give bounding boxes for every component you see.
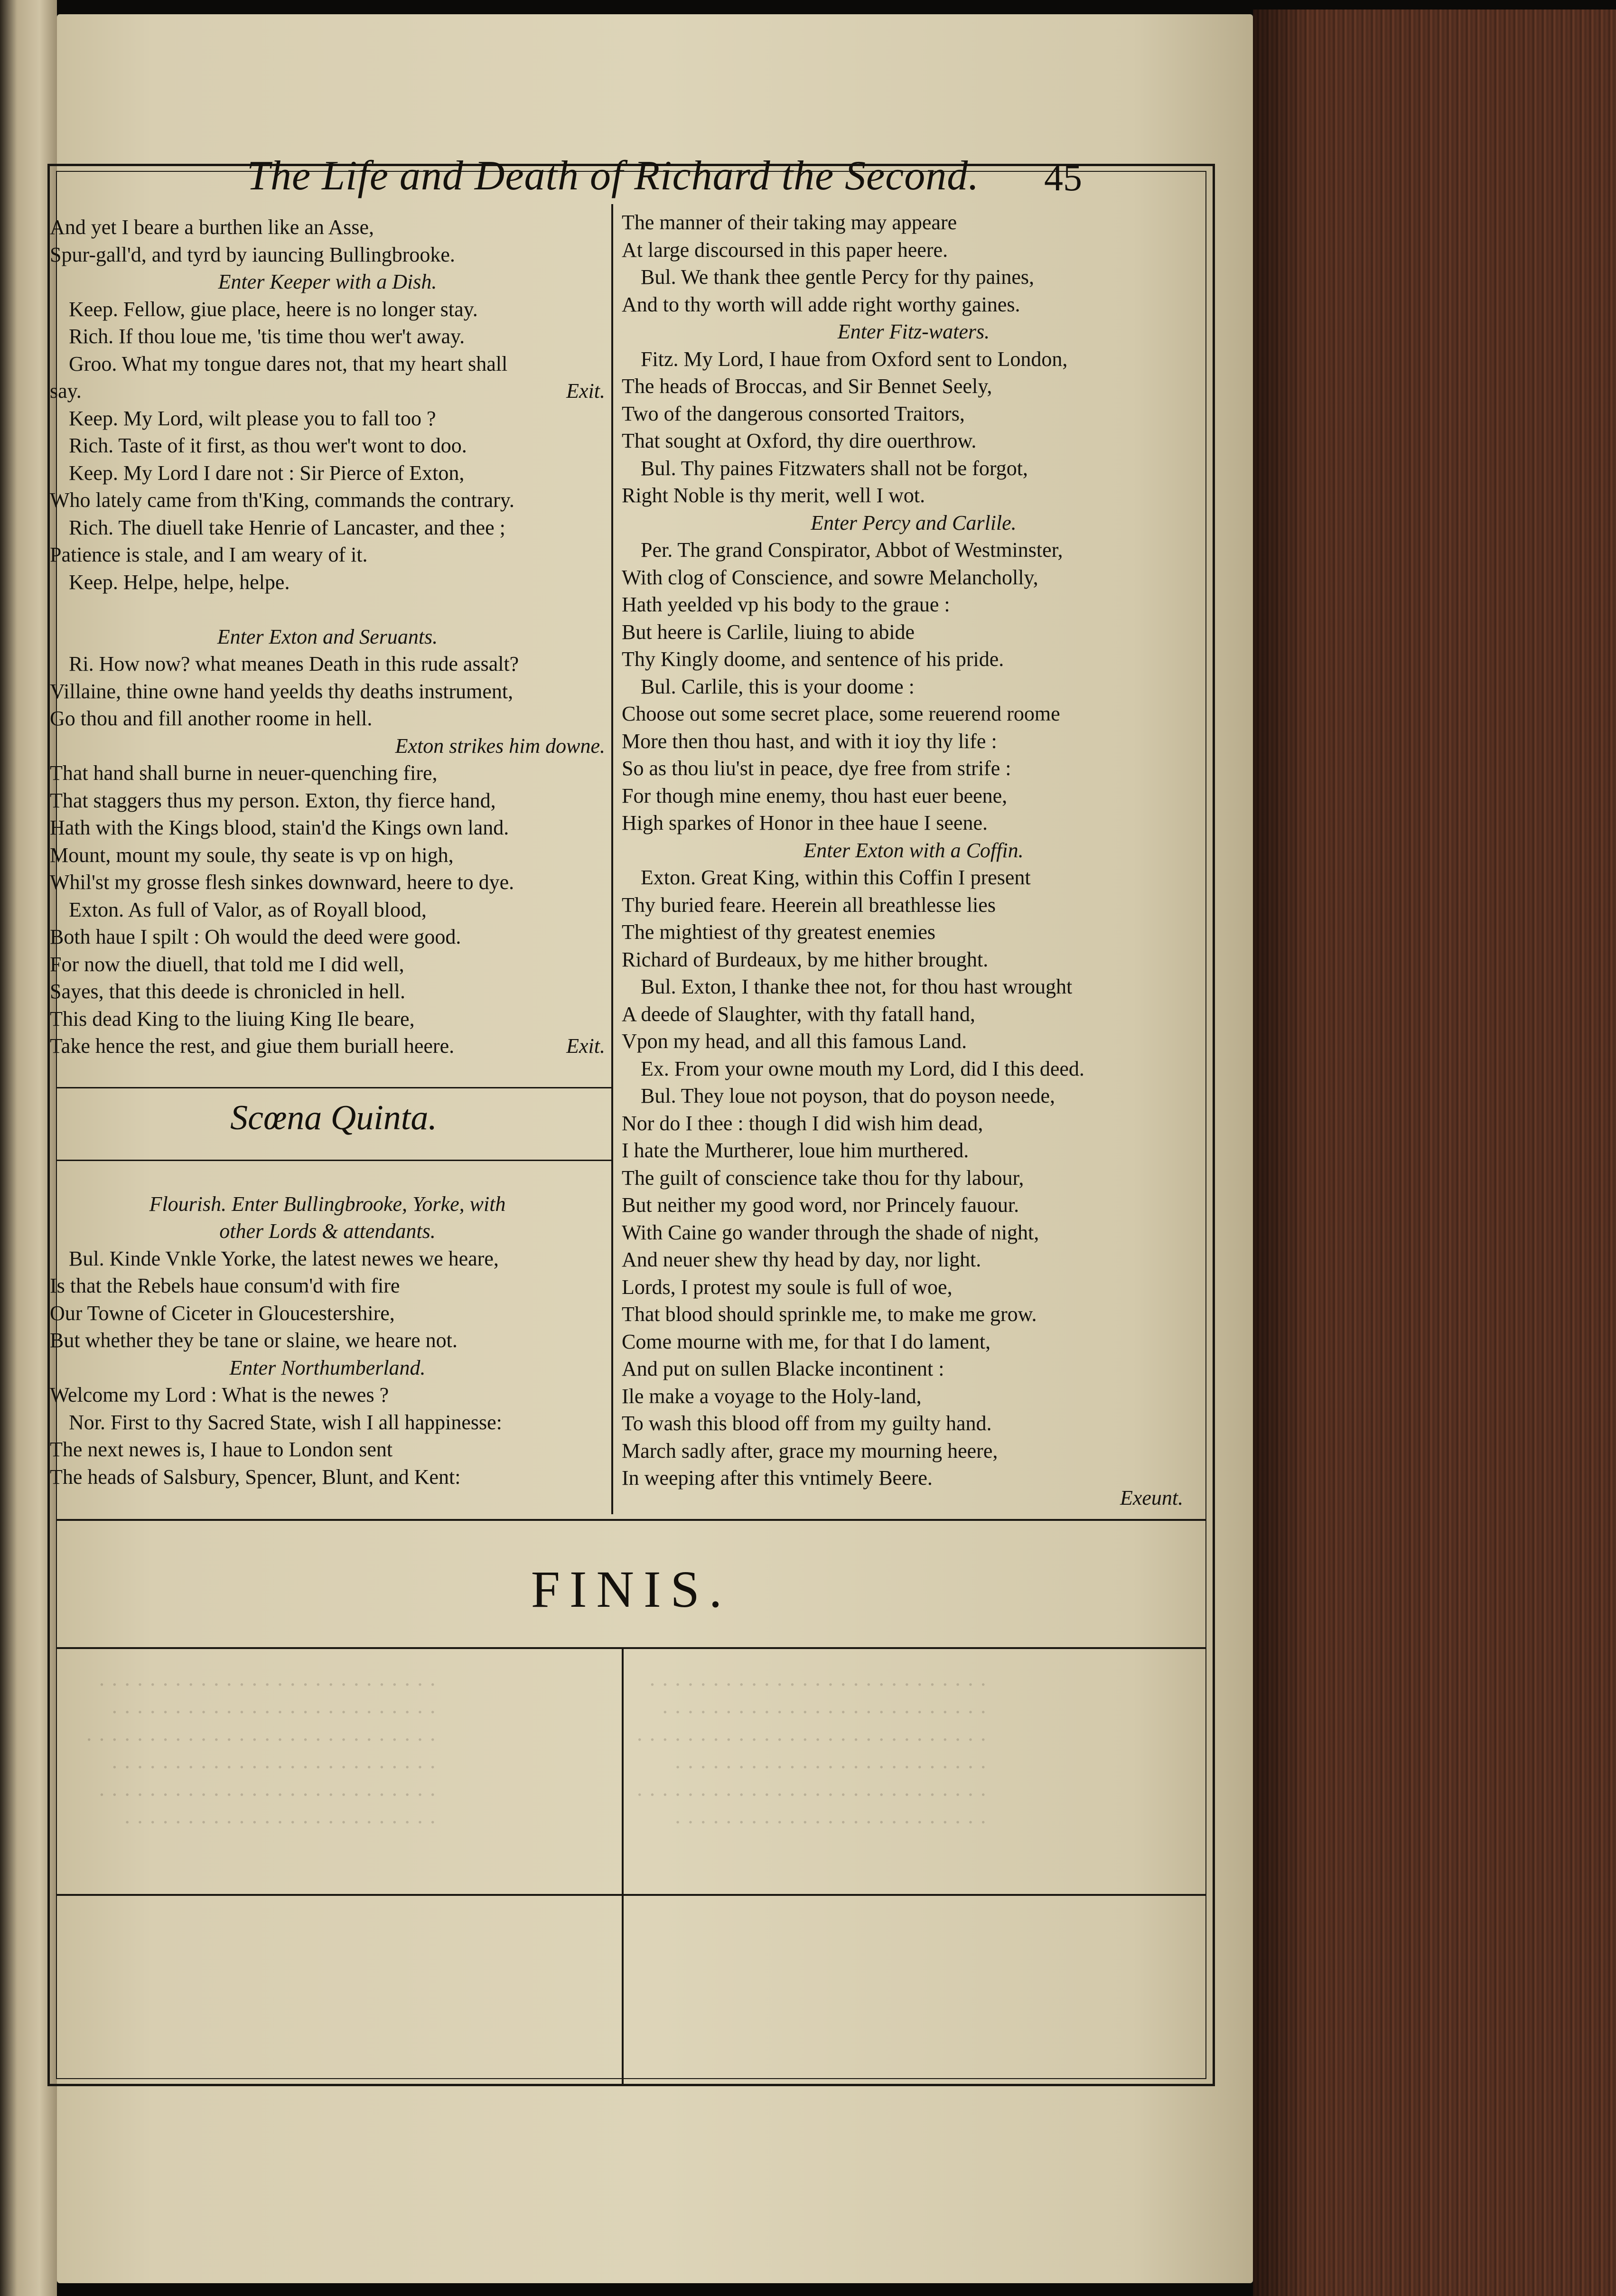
verse-text: Per. The grand Conspirator, Abbot of Westminster, bbox=[641, 538, 1063, 562]
right-column-line bbox=[622, 1219, 1205, 1246]
verse-text: I hate the Murtherer, loue him murthered. bbox=[622, 1139, 969, 1162]
left-column-line bbox=[50, 623, 605, 651]
running-title: The Life and Death of Richard the Second. bbox=[247, 153, 980, 199]
verse-text: But heere is Carlile, liuing to abide bbox=[622, 620, 915, 644]
right-column-line bbox=[622, 946, 1205, 974]
verse-text: And neuer shew thy head by day, nor light. bbox=[622, 1248, 981, 1271]
verse-text: The guilt of conscience take thou for thy labour, bbox=[622, 1166, 1024, 1190]
right-column-line bbox=[622, 318, 1205, 346]
left-column-b-line bbox=[50, 1218, 605, 1245]
left-column-line bbox=[50, 487, 605, 514]
right-column-line bbox=[622, 346, 1205, 373]
show-through-text-left: · · · · · · · · · · · · · · · · · · · · · · · · · · · · · · · · · · · · · · · · · · · · · · · · · · · · · · · · · · · · · · · · · · · · · · · · · · · · · · · · · · · · · · · · · · · · · · · · · · · · · · · · · · · · · · · · · · · · · · · · · · · · · · · · · · · · · · · · · · · · · · · · · · · · · · · · · · · · · · · bbox=[85, 1672, 437, 1834]
verse-text: Keep. Fellow, giue place, heere is no longer stay. bbox=[69, 297, 478, 321]
verse-text: Bul. Thy paines Fitzwaters shall not be forgot, bbox=[641, 456, 1028, 480]
verse-text: And yet I beare a burthen like an Asse, bbox=[50, 216, 374, 239]
verse-text: Welcome my Lord : What is the newes ? bbox=[50, 1383, 389, 1406]
right-column-line bbox=[622, 509, 1205, 537]
left-column-b-line bbox=[50, 1272, 605, 1300]
verse-text: The next newes is, I haue to London sent bbox=[50, 1438, 393, 1461]
verse-text: Rich. Taste of it first, as thou wer't wont to doo. bbox=[69, 434, 467, 457]
left-column-line bbox=[50, 923, 605, 951]
verse-text: High sparkes of Honor in thee haue I seene. bbox=[622, 811, 988, 834]
right-column-line bbox=[622, 1301, 1205, 1328]
column-divider bbox=[611, 204, 613, 1514]
verse-text: With clog of Conscience, and sowre Melancholly, bbox=[622, 565, 1038, 589]
verse-text: Lords, I protest my soule is full of woe, bbox=[622, 1275, 953, 1299]
right-column-line bbox=[622, 1274, 1205, 1301]
verse-text: Two of the dangerous consorted Traitors, bbox=[622, 402, 965, 425]
left-column-line bbox=[50, 296, 605, 323]
right-column-line bbox=[622, 1001, 1205, 1028]
left-column-line bbox=[50, 514, 605, 542]
verse-text: Keep. My Lord I dare not : Sir Pierce of Exton, bbox=[69, 461, 465, 485]
right-column-line bbox=[622, 918, 1205, 946]
verse-text: Enter Exton with a Coffin. bbox=[803, 838, 1024, 862]
left-column-line bbox=[50, 214, 605, 241]
verse-text: This dead King to the liuing King Ile beare, bbox=[50, 1007, 415, 1031]
right-column-line bbox=[622, 1355, 1205, 1383]
left-column-line bbox=[50, 896, 605, 924]
verse-text: So as thou liu'st in peace, dye free from strife : bbox=[622, 757, 1011, 780]
right-column-line bbox=[622, 1137, 1205, 1164]
left-column-line bbox=[50, 678, 605, 705]
right-column-line bbox=[622, 291, 1205, 319]
verse-text: The heads of Salsbury, Spencer, Blunt, and Kent: bbox=[50, 1465, 461, 1489]
verse-text: Thy buried feare. Heerein all breathlesse lies bbox=[622, 893, 996, 917]
scene-heading-box bbox=[56, 1087, 611, 1161]
left-column-b-line bbox=[50, 1436, 605, 1463]
verse-text: Keep. My Lord, wilt please you to fall too ? bbox=[69, 406, 436, 430]
verse-text: Our Towne of Ciceter in Gloucestershire, bbox=[50, 1301, 395, 1325]
verse-text: other Lords & attendants. bbox=[219, 1219, 436, 1243]
fore-edge-shadow bbox=[1253, 9, 1310, 2296]
right-column-line bbox=[622, 1110, 1205, 1137]
left-column bbox=[50, 214, 605, 1060]
left-column-line bbox=[50, 705, 605, 732]
right-column-line bbox=[622, 755, 1205, 782]
verse-text: Spur-gall'd, and tyrd by iauncing Bullingbrooke. bbox=[50, 243, 455, 266]
right-column-line bbox=[622, 236, 1205, 264]
verse-text: Vpon my head, and all this famous Land. bbox=[622, 1030, 967, 1053]
right-column-line bbox=[622, 1328, 1205, 1356]
left-column-line bbox=[50, 1005, 605, 1033]
verse-text: Come mourne with me, for that I do lament, bbox=[622, 1330, 991, 1353]
verse-text: For though mine enemy, thou hast euer beene, bbox=[622, 784, 1008, 807]
right-column-line bbox=[622, 673, 1205, 701]
verse-text: That hand shall burne in neuer-quenching fire, bbox=[50, 761, 438, 785]
right-column-line bbox=[622, 1410, 1205, 1437]
verse-text: say. bbox=[50, 379, 82, 403]
left-column-b-line bbox=[50, 1163, 605, 1190]
left-column-line bbox=[50, 350, 605, 378]
verse-text: More then thou hast, and with it ioy thy life : bbox=[622, 729, 997, 753]
finis-rule-bottom bbox=[56, 1647, 1206, 1649]
show-through-text-right: · · · · · · · · · · · · · · · · · · · · · · · · · · · · · · · · · · · · · · · · · · · · · · · · · · · · · · · · · · · · · · · · · · · · · · · · · · · · · · · · · · · · · · · · · · · · · · · · · · · · · · · · · · · · · · · · · · · · · · · · · · · · · · · · · · · · · · · · · · · · · · · · · · · · · · · · · · · · · · · bbox=[636, 1672, 987, 1834]
left-column-b-line bbox=[50, 1381, 605, 1409]
verse-text: And to thy worth will adde right worthy gaines. bbox=[622, 292, 1020, 316]
verse-text: Go thou and fill another roome in hell. bbox=[50, 707, 373, 730]
verse-text: That blood should sprinkle me, to make me grow. bbox=[622, 1303, 1037, 1326]
verse-text: The mightiest of thy greatest enemies bbox=[622, 920, 936, 944]
verse-text: Sayes, that this deede is chronicled in hell. bbox=[50, 980, 406, 1003]
left-column-b-line bbox=[50, 1354, 605, 1382]
left-column-line bbox=[50, 732, 605, 760]
right-column-line bbox=[622, 646, 1205, 673]
verse-text: Fitz. My Lord, I haue from Oxford sent to London, bbox=[641, 347, 1068, 371]
right-column-line bbox=[622, 427, 1205, 455]
left-column-line bbox=[50, 377, 605, 405]
finis-rule-top bbox=[56, 1519, 1206, 1521]
left-column-b-line bbox=[50, 1300, 605, 1327]
verse-text: That sought at Oxford, thy dire ouerthrow. bbox=[622, 429, 977, 452]
right-column bbox=[622, 209, 1205, 1492]
right-column-line bbox=[622, 782, 1205, 810]
right-column-line bbox=[622, 1191, 1205, 1219]
verse-text: Thy Kingly doome, and sentence of his pride. bbox=[622, 647, 1004, 671]
left-column-line bbox=[50, 759, 605, 787]
right-column-line bbox=[622, 536, 1205, 564]
right-column-line bbox=[622, 1246, 1205, 1274]
right-column-line bbox=[622, 591, 1205, 619]
left-column-line bbox=[50, 842, 605, 869]
verse-text: Enter Percy and Carlile. bbox=[811, 511, 1017, 534]
verse-text: Flourish. Enter Bullingbrooke, Yorke, with bbox=[149, 1192, 506, 1216]
exit-direction: Exton strikes him downe. bbox=[395, 734, 605, 758]
verse-text: Choose out some secret place, some reuerend roome bbox=[622, 702, 1060, 725]
left-column-line bbox=[50, 978, 605, 1005]
right-column-line bbox=[622, 1164, 1205, 1192]
verse-text: With Caine go wander through the shade of night, bbox=[622, 1220, 1039, 1244]
verse-text: Bul. Kinde Vnkle Yorke, the latest newes we heare, bbox=[69, 1246, 499, 1270]
left-column-b-line bbox=[50, 1409, 605, 1436]
left-column-line bbox=[50, 814, 605, 842]
right-column-line bbox=[622, 1383, 1205, 1410]
left-column-b-line bbox=[50, 1245, 605, 1273]
right-column-line bbox=[622, 209, 1205, 236]
left-column-line bbox=[50, 432, 605, 459]
verse-text: The heads of Broccas, and Sir Bennet Seely, bbox=[622, 375, 992, 398]
exit-direction: Exit. bbox=[566, 1034, 605, 1058]
right-column-line bbox=[622, 728, 1205, 755]
verse-text: Mount, mount my soule, thy seate is vp on high, bbox=[50, 843, 454, 867]
verse-text: March sadly after, grace my mourning heere, bbox=[622, 1439, 998, 1462]
left-column-b-line bbox=[50, 1190, 605, 1218]
verse-text: Exton. Great King, within this Coffin I present bbox=[641, 866, 1031, 889]
verse-text: Bul. We thank thee gentle Percy for thy paines, bbox=[641, 265, 1034, 289]
right-column-line bbox=[622, 891, 1205, 919]
right-column-line bbox=[622, 373, 1205, 400]
right-column-line bbox=[622, 455, 1205, 482]
left-column-line bbox=[50, 869, 605, 896]
verse-text: Both haue I spilt : Oh would the deed were good. bbox=[50, 925, 461, 948]
verse-text: Right Noble is thy merit, well I wot. bbox=[622, 484, 925, 507]
right-column-line bbox=[622, 973, 1205, 1001]
verse-text: Keep. Helpe, helpe, helpe. bbox=[69, 570, 290, 594]
verse-text: Enter Keeper with a Dish. bbox=[218, 270, 437, 293]
verse-text: Rich. If thou loue me, 'tis time thou wer't away. bbox=[69, 325, 465, 348]
left-column-line bbox=[50, 241, 605, 269]
right-column-line bbox=[622, 1464, 1205, 1492]
verse-text: A deede of Slaughter, with thy fatall hand, bbox=[622, 1002, 975, 1026]
verse-text: Richard of Burdeaux, by me hither brought. bbox=[622, 947, 989, 971]
right-column-line bbox=[622, 1437, 1205, 1465]
left-column-line bbox=[50, 787, 605, 815]
verse-text: Groo. What my tongue dares not, that my heart shall bbox=[69, 352, 508, 375]
verse-text: Bul. Carlile, this is your doome : bbox=[641, 675, 915, 698]
verse-text: Patience is stale, and I am weary of it. bbox=[50, 543, 368, 566]
page-number: 45 bbox=[1044, 157, 1082, 199]
verse-text: Enter Fitz-waters. bbox=[837, 320, 990, 343]
verse-text: In weeping after this vntimely Beere. bbox=[622, 1466, 933, 1490]
finis: FINIS. bbox=[531, 1560, 732, 1618]
verse-text: At large discoursed in this paper heere. bbox=[622, 238, 948, 262]
verse-text: That staggers thus my person. Exton, thy fierce hand, bbox=[50, 788, 496, 812]
left-column-b-line bbox=[50, 1327, 605, 1354]
bleed-rule bbox=[56, 1894, 1206, 1896]
verse-text: But whether they be tane or slaine, we heare not. bbox=[50, 1329, 458, 1352]
verse-text: Hath yeelded vp his body to the graue : bbox=[622, 593, 950, 616]
verse-text: Nor. First to thy Sacred State, wish I all happinesse: bbox=[69, 1410, 502, 1434]
verse-text: Enter Exton and Seruants. bbox=[217, 625, 438, 648]
left-column-b-line bbox=[50, 1463, 605, 1491]
right-column-line bbox=[622, 564, 1205, 591]
verse-text: Bul. Exton, I thanke thee not, for thou hast wrought bbox=[641, 975, 1073, 998]
verse-text: Is that the Rebels haue consum'd with fire bbox=[50, 1274, 400, 1297]
right-column-line bbox=[622, 700, 1205, 728]
left-column-line bbox=[50, 323, 605, 350]
left-column-line bbox=[50, 541, 605, 569]
left-column-line bbox=[50, 459, 605, 487]
verse-text: Ri. How now? what meanes Death in this rude assalt? bbox=[69, 652, 519, 675]
verse-text: The manner of their taking may appeare bbox=[622, 211, 957, 234]
right-column-line bbox=[622, 1028, 1205, 1055]
exit-direction: Exit. bbox=[566, 379, 605, 403]
right-column-line bbox=[622, 482, 1205, 509]
left-column-line bbox=[50, 569, 605, 596]
verse-text: To wash this blood off from my guilty hand. bbox=[622, 1412, 992, 1435]
right-column-line bbox=[622, 263, 1205, 291]
left-column-line bbox=[50, 951, 605, 978]
verse-text: Take hence the rest, and giue them buriall heere. bbox=[50, 1034, 455, 1058]
exeunt-direction: Exeunt. bbox=[1120, 1486, 1184, 1509]
verse-text: Enter Northumberland. bbox=[229, 1356, 426, 1379]
verse-text: Rich. The diuell take Henrie of Lancaster, and thee ; bbox=[69, 515, 505, 539]
left-column-line bbox=[50, 650, 605, 678]
verse-text: Exton. As full of Valor, as of Royall blood, bbox=[69, 898, 427, 921]
left-column-line bbox=[50, 596, 605, 623]
right-column-line bbox=[622, 1082, 1205, 1110]
right-column-line bbox=[622, 864, 1205, 891]
right-column-line bbox=[622, 837, 1205, 864]
right-column-line bbox=[622, 809, 1205, 837]
verse-text: Whil'st my grosse flesh sinkes downward, heere to dye. bbox=[50, 871, 514, 894]
right-column-line bbox=[622, 619, 1205, 646]
verse-text: Hath with the Kings blood, stain'd the Kings own land. bbox=[50, 816, 509, 839]
verse-text: Nor do I thee : though I did wish him dead, bbox=[622, 1111, 983, 1135]
bleed-column-divider bbox=[622, 1647, 624, 2084]
right-column-line bbox=[622, 400, 1205, 428]
left-column-line bbox=[50, 1032, 605, 1060]
right-column-line bbox=[622, 1055, 1205, 1083]
scene-heading: Scœna Quinta. bbox=[230, 1098, 437, 1137]
verse-text: Villaine, thine owne hand yeelds thy deaths instrument, bbox=[50, 679, 514, 703]
left-column-line bbox=[50, 268, 605, 296]
left-column-line bbox=[50, 405, 605, 432]
left-column-scene-five bbox=[50, 1163, 605, 1490]
verse-text: Who lately came from th'King, commands the contrary. bbox=[50, 488, 514, 512]
verse-text: For now the diuell, that told me I did well, bbox=[50, 952, 404, 976]
verse-text: Ile make a voyage to the Holy-land, bbox=[622, 1384, 922, 1408]
verse-text: And put on sullen Blacke incontinent : bbox=[622, 1357, 944, 1380]
verse-text: Bul. They loue not poyson, that do poyson neede, bbox=[641, 1084, 1055, 1107]
verse-text: But neither my good word, nor Princely fauour. bbox=[622, 1193, 1019, 1217]
verse-text: Ex. From your owne mouth my Lord, did I this deed. bbox=[641, 1057, 1084, 1080]
